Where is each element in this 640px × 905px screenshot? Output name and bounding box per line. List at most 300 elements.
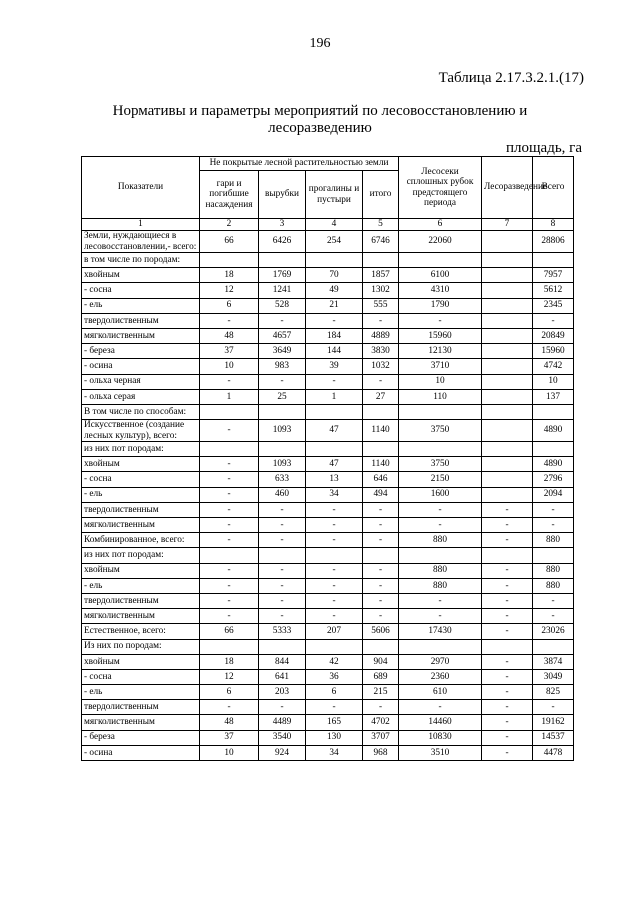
table-cell [306,442,363,457]
table-cell [482,389,533,404]
table-cell: 66 [200,231,259,253]
table-cell: 19162 [533,715,574,730]
row-label: мягколиственным [82,715,200,730]
table-cell: 2150 [399,472,482,487]
table-cell: 2094 [533,487,574,502]
table-cell: - [482,624,533,639]
reforestation-norms-table [81,156,574,761]
table-cell: 3707 [363,730,399,745]
table-cell [482,442,533,457]
header-clearings: вырубки [259,171,306,219]
table-cell: - [259,609,306,624]
table-cell: 555 [363,298,399,313]
table-cell: - [306,374,363,389]
table-cell [399,639,482,654]
table-cell: 1790 [399,298,482,313]
table-cell: 983 [259,359,306,374]
table-cell [363,442,399,457]
table-cell: - [363,578,399,593]
table-cell: - [200,533,259,548]
table-cell [533,253,574,268]
table-row [82,502,574,517]
table-cell: 968 [363,745,399,760]
table-cell [306,253,363,268]
table-cell: 1600 [399,487,482,502]
table-cell: 49 [306,283,363,298]
row-label: В том числе по способам: [82,404,200,419]
table-cell: - [482,578,533,593]
row-label: Земли, нуждающиеся в лесовосстановлении,- всего: [82,231,200,253]
table-cell: - [306,502,363,517]
table-cell: 3710 [399,359,482,374]
table-cell: 5606 [363,624,399,639]
table-row [82,359,574,374]
table-cell [399,442,482,457]
header-not-covered-lands: Не покрытые лесной растительностью земли [200,157,399,171]
table-row [82,639,574,654]
table-row [82,404,574,419]
table-cell: - [259,374,306,389]
table-cell: 1140 [363,420,399,442]
table-cell: - [200,472,259,487]
table-row [82,685,574,700]
table-cell: 904 [363,654,399,669]
table-cell [363,253,399,268]
table-cell: 34 [306,745,363,760]
table-cell [482,420,533,442]
table-cell: 2970 [399,654,482,669]
table-cell: - [399,518,482,533]
table-cell: 2360 [399,669,482,684]
document-title: Нормативы и параметры мероприятий по лесовосстановлению и лесоразведению [112,103,528,136]
table-cell: 528 [259,298,306,313]
header-burned-stands: гари и погибшие насаждения [200,171,259,219]
table-cell: - [482,745,533,760]
table-cell: - [482,654,533,669]
table-cell: - [482,593,533,608]
table-cell: 1140 [363,457,399,472]
table-row [82,389,574,404]
table-cell: 14460 [399,715,482,730]
table-cell: - [306,518,363,533]
table-cell: 689 [363,669,399,684]
area-unit-label: площадь, га [505,140,582,156]
table-cell [482,359,533,374]
table-row [82,518,574,533]
column-number: 2 [200,219,259,231]
table-cell: - [533,593,574,608]
table-row [82,533,574,548]
table-row [82,563,574,578]
table-cell: 3830 [363,344,399,359]
table-cell [363,404,399,419]
table-cell: 6 [200,298,259,313]
row-label: твердолиственным [82,593,200,608]
table-cell: 130 [306,730,363,745]
table-cell [482,487,533,502]
row-label: мягколиственным [82,328,200,343]
table-cell [200,404,259,419]
table-row [82,624,574,639]
table-cell [482,404,533,419]
table-cell: 3049 [533,669,574,684]
table-row [82,328,574,343]
row-label: твердолиственным [82,700,200,715]
table-cell: - [363,609,399,624]
table-cell: 28806 [533,231,574,253]
table-cell: - [259,313,306,328]
table-cell: - [533,700,574,715]
header-afforestation: Лесоразведение [482,157,533,219]
header-total: Всего [533,157,574,219]
table-cell: 1093 [259,420,306,442]
table-cell [482,231,533,253]
row-label: мягколиственным [82,609,200,624]
column-number: 3 [259,219,306,231]
table-cell: 4489 [259,715,306,730]
table-cell: - [482,685,533,700]
table-cell: 4889 [363,328,399,343]
table-cell: 1302 [363,283,399,298]
row-label: Комбинированное, всего: [82,533,200,548]
table-cell: 4657 [259,328,306,343]
table-cell: 10 [399,374,482,389]
table-cell: 4890 [533,457,574,472]
table-cell [259,639,306,654]
table-cell [482,298,533,313]
table-cell [306,404,363,419]
table-cell [399,404,482,419]
table-cell: - [482,700,533,715]
table-cell: 633 [259,472,306,487]
table-cell: - [200,609,259,624]
table-cell: - [533,502,574,517]
table-cell: - [200,700,259,715]
table-cell: - [363,313,399,328]
table-cell: 10 [200,359,259,374]
table-cell: 3649 [259,344,306,359]
table-cell: 47 [306,420,363,442]
table-cell: 165 [306,715,363,730]
table-row [82,745,574,760]
table-cell: - [399,700,482,715]
table-cell [363,639,399,654]
table-cell: 137 [533,389,574,404]
table-cell: - [482,609,533,624]
table-cell [533,404,574,419]
table-cell [482,374,533,389]
table-cell: - [200,502,259,517]
table-cell: 4310 [399,283,482,298]
table-cell: 880 [399,563,482,578]
table-cell: 22060 [399,231,482,253]
column-number: 7 [482,219,533,231]
table-cell: - [363,533,399,548]
row-label: хвойным [82,654,200,669]
table-cell [306,548,363,563]
table-cell: 1 [306,389,363,404]
table-cell: 13 [306,472,363,487]
page-number: 196 [309,36,331,51]
table-cell: 880 [533,578,574,593]
table-cell: - [363,374,399,389]
table-cell: 1241 [259,283,306,298]
table-cell: - [399,502,482,517]
table-cell [200,442,259,457]
table-cell [482,472,533,487]
table-row [82,283,574,298]
row-label: хвойным [82,268,200,283]
table-cell: 254 [306,231,363,253]
table-row [82,344,574,359]
table-cell: 34 [306,487,363,502]
row-label: - осина [82,745,200,760]
table-cell: 880 [533,563,574,578]
table-cell: - [259,593,306,608]
table-cell: 25 [259,389,306,404]
table-cell: - [200,518,259,533]
table-cell: - [306,578,363,593]
table-cell: - [259,502,306,517]
table-cell: - [259,533,306,548]
row-label: - осина [82,359,200,374]
table-cell: 6100 [399,268,482,283]
row-label: - ель [82,685,200,700]
table-cell: - [399,313,482,328]
table-cell [482,268,533,283]
row-label: Естественное, всего: [82,624,200,639]
row-label: Из них по породам: [82,639,200,654]
table-cell: - [306,700,363,715]
row-label: - береза [82,344,200,359]
table-cell [259,442,306,457]
table-cell: 2796 [533,472,574,487]
table-cell: 3874 [533,654,574,669]
table-cell: 6 [200,685,259,700]
table-row [82,700,574,715]
table-row [82,730,574,745]
row-label: - сосна [82,283,200,298]
table-cell: 110 [399,389,482,404]
table-cell: 2345 [533,298,574,313]
row-label: в том числе по породам: [82,253,200,268]
table-cell: - [482,518,533,533]
table-cell: - [533,313,574,328]
table-cell [533,639,574,654]
table-cell: 1 [200,389,259,404]
table-cell: 36 [306,669,363,684]
table-cell: - [363,563,399,578]
table-cell [482,344,533,359]
table-row [82,231,574,253]
row-label: - сосна [82,472,200,487]
table-cell: - [200,593,259,608]
table-cell: 10830 [399,730,482,745]
table-cell: - [259,563,306,578]
column-number: 4 [306,219,363,231]
table-cell: 21 [306,298,363,313]
table-cell: 18 [200,654,259,669]
header-glades-wastelands: прогалины и пустыри [306,171,363,219]
table-row [82,609,574,624]
table-cell: 10 [533,374,574,389]
table-cell: 1769 [259,268,306,283]
row-label: - ель [82,487,200,502]
table-cell: - [259,518,306,533]
table-cell [200,639,259,654]
table-cell [259,253,306,268]
table-cell: 15960 [533,344,574,359]
table-cell: 70 [306,268,363,283]
table-cell: - [482,730,533,745]
table-cell: - [533,609,574,624]
row-label: - ель [82,578,200,593]
table-cell: 12 [200,669,259,684]
table-cell [482,283,533,298]
table-cell: 15960 [399,328,482,343]
table-cell: - [200,578,259,593]
table-cell: 1857 [363,268,399,283]
table-row [82,268,574,283]
table-row [82,593,574,608]
table-cell: 39 [306,359,363,374]
row-label: из них пот породам: [82,548,200,563]
table-cell: 20849 [533,328,574,343]
table-cell: - [259,578,306,593]
table-cell: 37 [200,730,259,745]
table-cell: 5612 [533,283,574,298]
table-cell: - [482,533,533,548]
table-cell: 27 [363,389,399,404]
table-cell: 144 [306,344,363,359]
table-cell: 47 [306,457,363,472]
table-row [82,715,574,730]
table-cell: 1093 [259,457,306,472]
table-row [82,313,574,328]
row-label: хвойным [82,563,200,578]
table-cell [306,639,363,654]
table-cell: 215 [363,685,399,700]
row-label: твердолиственным [82,313,200,328]
table-cell [533,548,574,563]
table-cell [533,442,574,457]
header-cutting-areas: Лесосеки сплошных рубок предстоящего периода [399,157,482,219]
table-cell: 7957 [533,268,574,283]
table-cell: 924 [259,745,306,760]
table-row [82,374,574,389]
row-label: - ольха серая [82,389,200,404]
table-cell [200,548,259,563]
table-row [82,578,574,593]
table-cell: 3510 [399,745,482,760]
table-cell [482,548,533,563]
table-cell [259,548,306,563]
table-cell [482,457,533,472]
table-row [82,669,574,684]
table-cell: - [200,374,259,389]
table-cell: 184 [306,328,363,343]
table-cell: 12130 [399,344,482,359]
table-cell: 3540 [259,730,306,745]
table-cell: - [482,563,533,578]
table-cell: 641 [259,669,306,684]
header-subtotal: итого [363,171,399,219]
table-cell: 1032 [363,359,399,374]
table-cell: 23026 [533,624,574,639]
table-cell: 880 [399,533,482,548]
table-cell: 460 [259,487,306,502]
table-cell: - [306,533,363,548]
column-number: 8 [533,219,574,231]
table-cell: 203 [259,685,306,700]
table-row [82,457,574,472]
table-cell: 880 [533,533,574,548]
table-cell [482,313,533,328]
table-row [82,253,574,268]
table-cell [482,639,533,654]
column-number: 5 [363,219,399,231]
row-label: - сосна [82,669,200,684]
table-cell: 6 [306,685,363,700]
table-cell: 3750 [399,457,482,472]
table-cell: - [200,457,259,472]
table-cell [399,548,482,563]
row-label: хвойным [82,457,200,472]
table-row [82,548,574,563]
table-cell: - [306,313,363,328]
row-label: из них пот породам: [82,442,200,457]
table-cell [399,253,482,268]
table-cell: 48 [200,328,259,343]
table-cell: 494 [363,487,399,502]
table-cell: - [482,502,533,517]
table-cell: 14537 [533,730,574,745]
table-cell: - [399,609,482,624]
table-cell: 48 [200,715,259,730]
column-number: 1 [82,219,200,231]
table-cell: - [363,518,399,533]
table-cell [482,328,533,343]
row-label: Искусственное (создание лесных культур), всего: [82,420,200,442]
table-cell: - [200,487,259,502]
row-label: - ель [82,298,200,313]
table-row [82,654,574,669]
table-row [82,472,574,487]
table-cell: 5333 [259,624,306,639]
table-cell: 4742 [533,359,574,374]
table-cell: - [482,669,533,684]
table-cell: - [482,715,533,730]
table-cell: 18 [200,268,259,283]
table-cell: 42 [306,654,363,669]
table-number: Таблица 2.17.3.2.1.(17) [438,70,584,86]
row-label: мягколиственным [82,518,200,533]
table-cell: - [306,563,363,578]
row-label: - береза [82,730,200,745]
table-cell: - [200,563,259,578]
table-cell: 207 [306,624,363,639]
table-cell: 6426 [259,231,306,253]
table-cell: - [306,593,363,608]
table-cell: - [363,502,399,517]
table-row [82,420,574,442]
table-cell: 12 [200,283,259,298]
table-cell: 646 [363,472,399,487]
table-cell: 610 [399,685,482,700]
row-label: - ольха черная [82,374,200,389]
table-cell: 4890 [533,420,574,442]
table-cell: - [533,518,574,533]
